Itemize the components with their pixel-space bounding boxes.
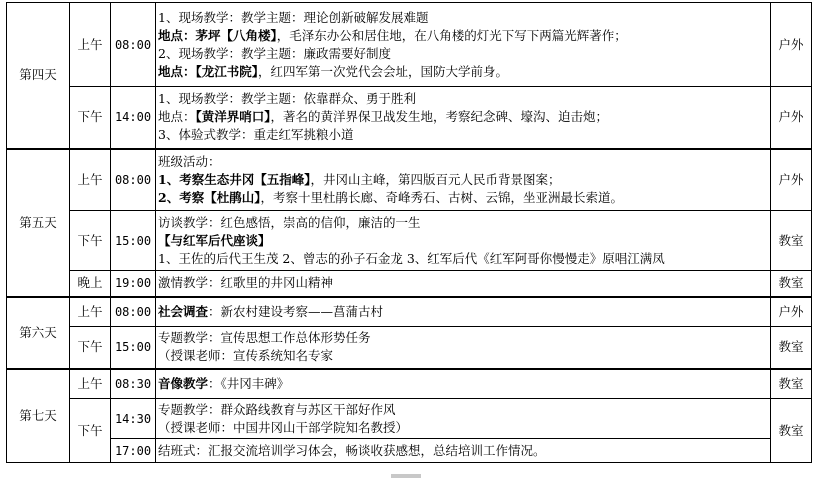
content-cell	[156, 327, 771, 369]
content-line: 专题教学：宣传思想工作总体形势任务	[158, 330, 371, 346]
table-row	[7, 87, 812, 149]
period-cell: 下午	[70, 87, 111, 149]
content-cell	[156, 271, 771, 297]
period-cell: 上午	[70, 149, 111, 211]
content-line: 2、现场教学：教学主题：廉政需要好制度	[158, 45, 391, 61]
time-cell: 14:30	[111, 399, 156, 439]
content-line: 地点：茅坪【八角楼】，毛泽东办公和居住地，在八角楼的灯光下写下两篇光辉著作；	[158, 27, 627, 43]
day-cell: 第四天	[7, 3, 70, 149]
place-cell: 教室	[771, 271, 812, 297]
table-row	[7, 439, 812, 463]
content-line: 专题教学：群众路线教育与苏区干部好作风	[158, 401, 396, 417]
content-line: 激情教学：红歌里的井冈山精神	[158, 275, 334, 291]
table-row	[7, 297, 812, 327]
day-cell: 第五天	[7, 149, 70, 297]
schedule-table	[6, 2, 812, 463]
time-cell: 17:00	[111, 439, 156, 463]
place-cell: 教室	[771, 327, 812, 369]
content-line: 2、考察【杜鹃山】，考察十里杜鹃长廊、奇峰秀石、古树、云锦，坐亚洲最长索道。	[158, 189, 623, 205]
place-cell: 教室	[771, 211, 812, 271]
day-cell: 第七天	[7, 369, 70, 463]
content-line: 地点：【黄洋界哨口】，著名的黄洋界保卫战发生地，考察纪念碑、壕沟、迫击炮；	[158, 109, 609, 125]
content-line: 【与红军后代座谈】	[158, 232, 271, 248]
period-cell: 上午	[70, 3, 111, 87]
table-row	[7, 327, 812, 369]
place-cell: 户外	[771, 3, 812, 87]
content-line: 访谈教学：红色感悟，崇高的信仰，廉洁的一生	[158, 214, 421, 230]
content-cell	[156, 211, 771, 271]
table-row	[7, 149, 812, 211]
content-line: 1、现场教学：教学主题：理论创新破解发展难题	[158, 9, 429, 25]
time-cell: 14:00	[111, 87, 156, 149]
content-cell	[156, 87, 771, 149]
content-cell	[156, 297, 771, 327]
time-cell: 15:00	[111, 211, 156, 271]
content-line: 音像教学：《井冈丰碑》	[158, 375, 290, 391]
period-cell: 下午	[70, 327, 111, 369]
place-cell: 教室	[771, 399, 812, 463]
content-line: 地点：【龙江书院】，红四军第一次党代会会址，国防大学前身。	[158, 63, 509, 79]
time-cell: 08:00	[111, 149, 156, 211]
table-row	[7, 399, 812, 439]
period-cell: 上午	[70, 297, 111, 327]
table-row	[7, 211, 812, 271]
content-cell	[156, 3, 771, 87]
content-cell	[156, 439, 771, 463]
table-row	[7, 369, 812, 399]
period-cell: 上午	[70, 369, 111, 399]
content-line: 班级活动：	[158, 153, 221, 169]
content-line: 1、考察生态井冈【五指峰】，井冈山主峰，第四版百元人民币背景图案；	[158, 171, 561, 187]
scroll-indicator	[391, 474, 421, 478]
time-cell: 08:00	[111, 297, 156, 327]
place-cell: 教室	[771, 369, 812, 399]
content-line: 1、现场教学：教学主题：依靠群众、勇于胜利	[158, 91, 416, 107]
place-cell: 户外	[771, 87, 812, 149]
content-line: 社会调查：新农村建设考察——菖蒲古村	[158, 303, 384, 319]
content-line: （授课老师：中国井冈山干部学院知名教授）	[158, 419, 409, 435]
content-cell	[156, 369, 771, 399]
content-line: 结班式：汇报交流培训学习体会，畅谈收获感想，总结培训工作情况。	[158, 442, 546, 458]
content-line: 3、体验式教学：重走红军挑粮小道	[158, 127, 354, 143]
time-cell: 19:00	[111, 271, 156, 297]
content-cell	[156, 399, 771, 439]
time-cell: 08:30	[111, 369, 156, 399]
content-line: （授课老师：宣传系统知名专家	[158, 348, 334, 364]
table-row	[7, 271, 812, 297]
time-cell: 15:00	[111, 327, 156, 369]
place-cell: 户外	[771, 149, 812, 211]
period-cell: 晚上	[70, 271, 111, 297]
day-cell: 第六天	[7, 297, 70, 369]
period-cell: 下午	[70, 211, 111, 271]
table-row	[7, 3, 812, 87]
time-cell: 08:00	[111, 3, 156, 87]
content-cell	[156, 149, 771, 211]
period-cell: 下午	[70, 399, 111, 463]
place-cell: 户外	[771, 297, 812, 327]
content-line: 1、王佐的后代王生茂 2、曾志的孙子石金龙 3、红军后代《红军阿哥你慢慢走》原唱江满凤	[158, 250, 665, 266]
